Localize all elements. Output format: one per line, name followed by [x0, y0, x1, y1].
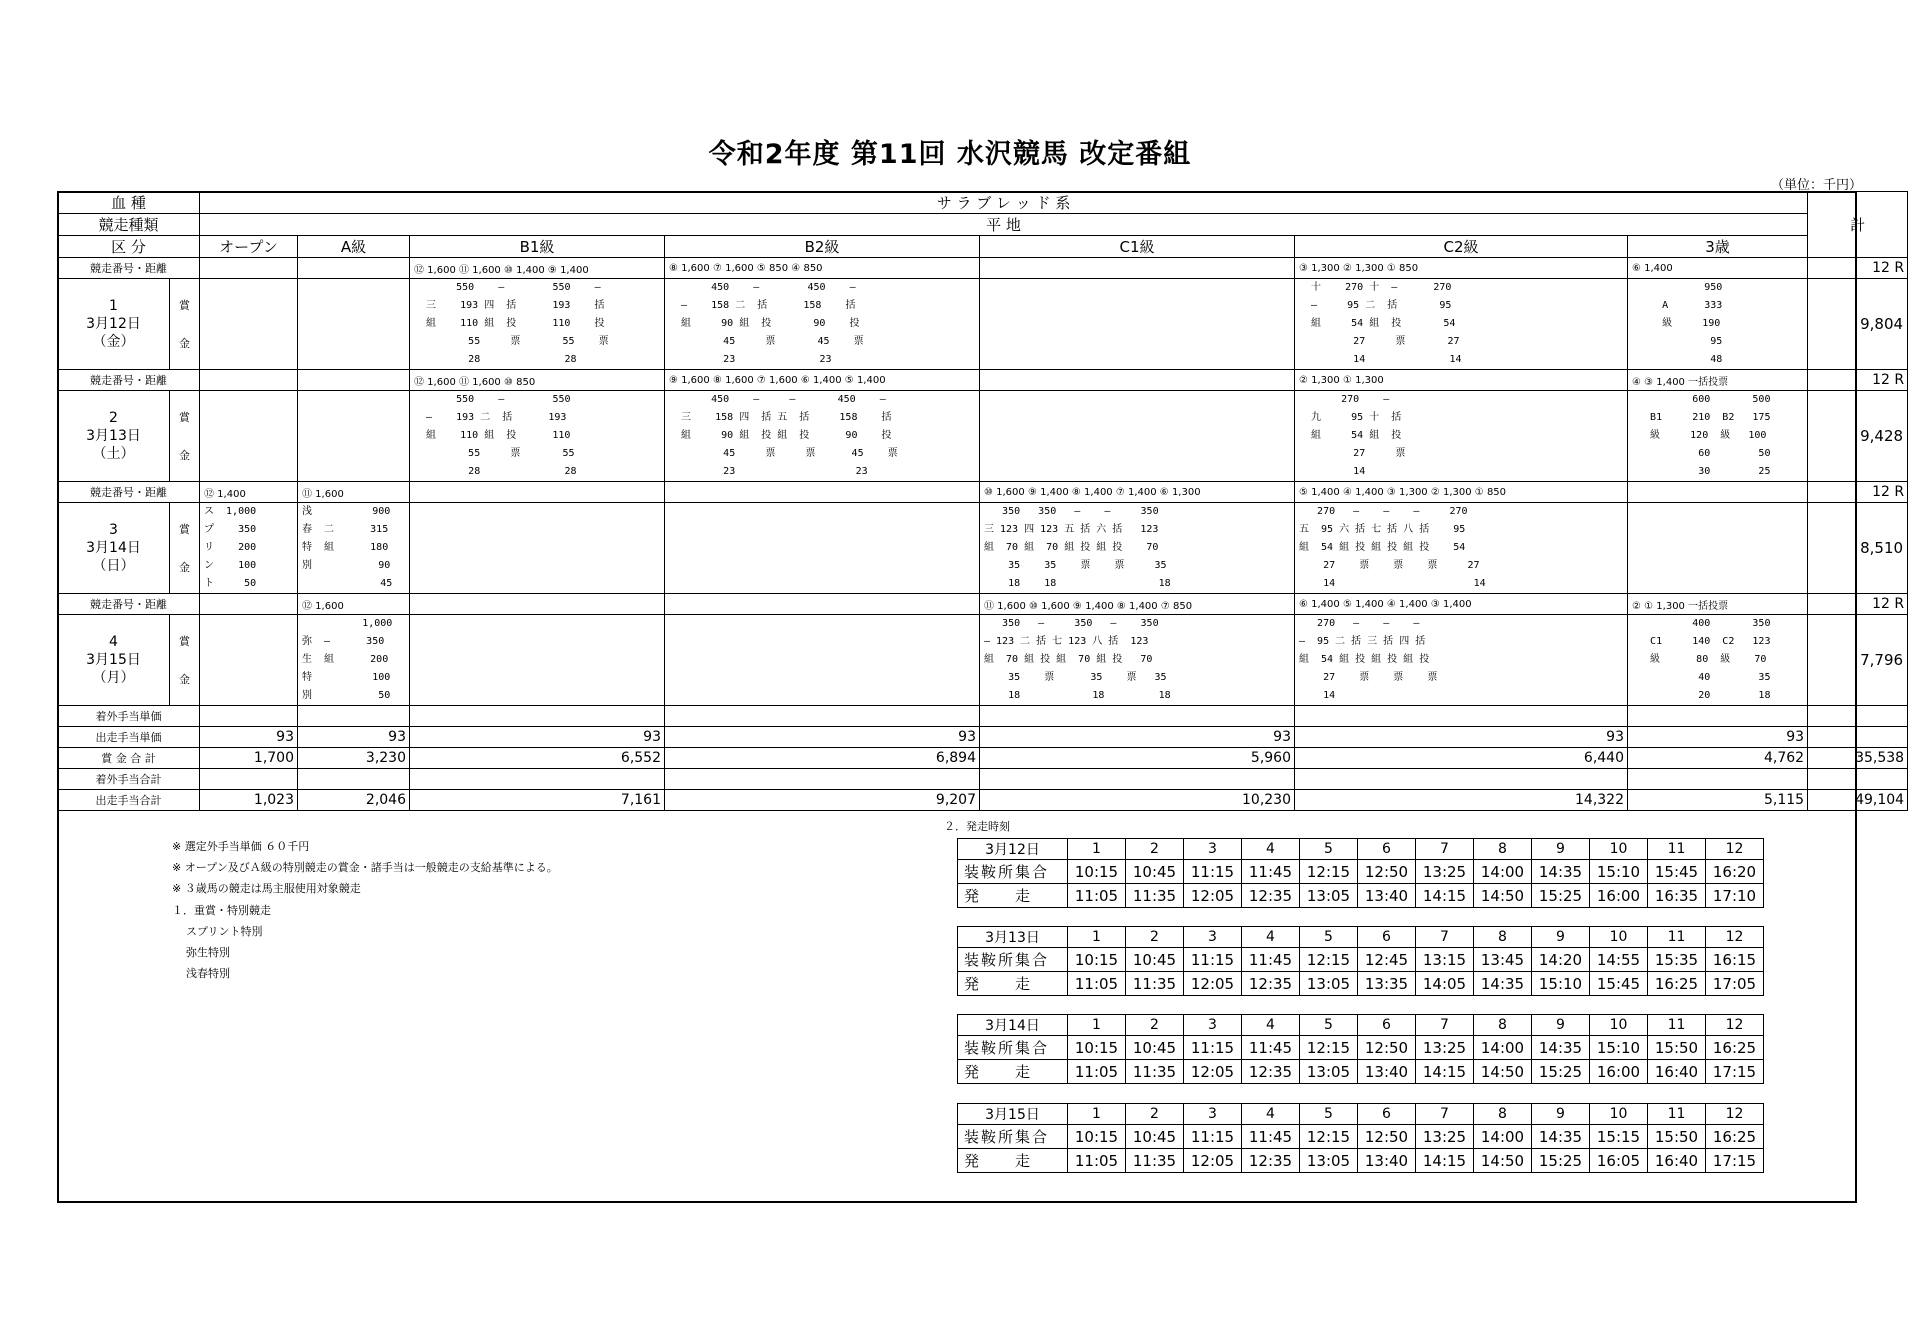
gather-time: 16:25	[1706, 1036, 1764, 1060]
prize-cell: 600 500 B1 210 B2 175 級 120 級 100 60 50 30 25	[1628, 391, 1808, 482]
gather-time: 12:15	[1300, 1125, 1358, 1149]
unit-label: （単位：千円）	[1770, 178, 1862, 193]
start-time: 13:35	[1358, 972, 1416, 996]
note-line: ※ ３歳馬の競走は馬主服使用対象競走	[172, 882, 361, 895]
prize-label: 賞	[179, 523, 190, 536]
race-distance-cell: ⑪ 1,600	[298, 482, 410, 503]
start-time: 15:25	[1532, 1149, 1590, 1173]
gather-time: 11:15	[1184, 1125, 1242, 1149]
start-time: 17:10	[1706, 884, 1764, 908]
day-weekday: （金）	[92, 334, 135, 350]
schedule-race-no: 5	[1300, 1104, 1358, 1125]
schedule-race-no: 6	[1358, 927, 1416, 948]
summary-label: 出走手当合計	[58, 790, 200, 811]
gather-time: 14:20	[1532, 948, 1590, 972]
race-distance-cell: ④ ③ 1,400 一括投票	[1628, 370, 1808, 391]
summary-cell: 10,230	[980, 790, 1295, 811]
prize-cell: 450 ― 450 ― ― 158 二 括 158 括 組 90 組 投 90 投 45 票 45 票 23 23	[665, 279, 980, 370]
prize-cell: 550 ― 550 ― 三 193 四 括 193 括 組 110 組 投 110 投 55 票 55 票 28 28	[410, 279, 665, 370]
summary-cell: 2,046	[298, 790, 410, 811]
race-distance-cell: ⑪ 1,600 ⑩ 1,600 ⑨ 1,400 ⑧ 1,400 ⑦ 850	[980, 594, 1295, 615]
note-line: ※ オープン及びＡ級の特別競走の賞金・諸手当は一般競走の支給基準による。	[172, 861, 558, 874]
start-time: 15:10	[1532, 972, 1590, 996]
schedule-race-no: 3	[1184, 927, 1242, 948]
day-total: 9,428	[1808, 391, 1908, 482]
schedule-race-no: 2	[1126, 839, 1184, 860]
prize-cell: 350 350 ― ― 350 三 123 四 123 五 括 六 括 123 組 70 組 70 組 投 組 投 70 35 35 票 票 35 18 18 18	[980, 503, 1295, 594]
schedule-race-no: 12	[1706, 1015, 1764, 1036]
schedule-race-no: 9	[1532, 927, 1590, 948]
gather-time: 14:00	[1474, 860, 1532, 884]
start-time: 12:05	[1184, 1149, 1242, 1173]
race-count: 12 R	[1808, 482, 1908, 503]
summary-cell: 9,207	[665, 790, 980, 811]
money-label: 金	[179, 337, 190, 350]
schedule-race-no: 3	[1184, 1015, 1242, 1036]
gather-time: 12:15	[1300, 948, 1358, 972]
day-weekday: （月）	[92, 670, 135, 686]
gather-time: 10:15	[1068, 1036, 1126, 1060]
start-time: 14:15	[1416, 884, 1474, 908]
day-total: 7,796	[1808, 615, 1908, 706]
race-distance-cell: ⑫ 1,600 ⑪ 1,600 ⑩ 1,400 ⑨ 1,400	[410, 258, 665, 279]
gather-time: 13:45	[1474, 948, 1532, 972]
prize-cell: 十 270 十 ― 270 ― 95 二 括 95 組 54 組 投 54 27 票 27 14 14	[1295, 279, 1628, 370]
schedule-race-no: 5	[1300, 927, 1358, 948]
schedule-race-no: 1	[1068, 1015, 1126, 1036]
schedule-race-no: 11	[1648, 927, 1706, 948]
gather-time: 10:45	[1126, 860, 1184, 884]
race-distance-cell: ⑥ 1,400	[1628, 258, 1808, 279]
summary-label: 出走手当単価	[58, 727, 200, 748]
schedule-race-no: 1	[1068, 927, 1126, 948]
start-time: 15:45	[1590, 972, 1648, 996]
start-time: 12:35	[1242, 1060, 1300, 1084]
gather-time: 15:15	[1590, 1125, 1648, 1149]
schedule-race-no: 3	[1184, 1104, 1242, 1125]
race-distance-cell: ② 1,300 ① 1,300	[1295, 370, 1628, 391]
start-time: 15:25	[1532, 1060, 1590, 1084]
start-time: 11:05	[1068, 884, 1126, 908]
schedule-race-no: 12	[1706, 1104, 1764, 1125]
summary-cell: 6,440	[1295, 748, 1628, 769]
gather-time: 11:45	[1242, 1125, 1300, 1149]
schedule-row-label: 装鞍所集合	[958, 1036, 1068, 1060]
summary-cell: 93	[980, 727, 1295, 748]
blood-label: 血 種	[58, 192, 200, 214]
schedule-row-label: 発 走	[958, 1060, 1068, 1084]
schedule-race-no: 6	[1358, 1104, 1416, 1125]
day-number: 2	[109, 410, 118, 426]
race-count: 12 R	[1808, 370, 1908, 391]
start-time: 13:40	[1358, 884, 1416, 908]
prize-label: 賞	[179, 299, 190, 312]
gather-time: 15:35	[1648, 948, 1706, 972]
gather-time: 16:15	[1706, 948, 1764, 972]
start-time: 14:35	[1474, 972, 1532, 996]
day-total: 9,804	[1808, 279, 1908, 370]
schedule-race-no: 11	[1648, 1104, 1706, 1125]
schedule-race-no: 4	[1242, 927, 1300, 948]
start-time: 11:05	[1068, 1060, 1126, 1084]
race-distance-cell: ⑫ 1,600 ⑪ 1,600 ⑩ 850	[410, 370, 665, 391]
gather-time: 13:25	[1416, 1125, 1474, 1149]
summary-total: 49,104	[1808, 790, 1908, 811]
summary-cell: 3,230	[298, 748, 410, 769]
schedule-race-no: 1	[1068, 1104, 1126, 1125]
summary-cell: 93	[200, 727, 298, 748]
schedule-race-no: 5	[1300, 1015, 1358, 1036]
start-time: 12:35	[1242, 884, 1300, 908]
division-header: C2級	[1295, 236, 1628, 258]
gather-time: 10:15	[1068, 860, 1126, 884]
schedule-race-no: 2	[1126, 927, 1184, 948]
schedule-row-label: 発 走	[958, 1149, 1068, 1173]
division-header: オープン	[200, 236, 298, 258]
gather-time: 14:00	[1474, 1036, 1532, 1060]
schedule-race-no: 7	[1416, 927, 1474, 948]
schedule-race-no: 4	[1242, 839, 1300, 860]
day-number: 4	[109, 634, 118, 650]
day-total: 8,510	[1808, 503, 1908, 594]
gather-time: 11:15	[1184, 1036, 1242, 1060]
start-time: 11:35	[1126, 884, 1184, 908]
schedule-date: 3月14日	[958, 1015, 1068, 1036]
gather-time: 12:15	[1300, 1036, 1358, 1060]
gather-time: 11:45	[1242, 860, 1300, 884]
schedule-race-no: 5	[1300, 839, 1358, 860]
gather-time: 11:45	[1242, 948, 1300, 972]
start-time: 11:35	[1126, 972, 1184, 996]
schedule-row-label: 装鞍所集合	[958, 1125, 1068, 1149]
schedule-race-no: 7	[1416, 1104, 1474, 1125]
gather-time: 15:50	[1648, 1125, 1706, 1149]
schedule-row-label: 装鞍所集合	[958, 860, 1068, 884]
gather-time: 14:55	[1590, 948, 1648, 972]
start-time: 13:40	[1358, 1149, 1416, 1173]
start-time: 16:35	[1648, 884, 1706, 908]
start-time: 13:05	[1300, 972, 1358, 996]
race-no-label: 競走番号・距離	[58, 482, 200, 503]
schedule-date: 3月15日	[958, 1104, 1068, 1125]
start-time: 12:35	[1242, 972, 1300, 996]
schedule-race-no: 2	[1126, 1104, 1184, 1125]
gather-time: 12:45	[1358, 948, 1416, 972]
race-no-label: 競走番号・距離	[58, 594, 200, 615]
race-kind-value: 平 地	[200, 214, 1808, 236]
division-header: B2級	[665, 236, 980, 258]
gather-time: 11:15	[1184, 948, 1242, 972]
schedule-race-no: 12	[1706, 927, 1764, 948]
division-header: 3歳	[1628, 236, 1808, 258]
summary-cell: 93	[665, 727, 980, 748]
schedule-race-no: 6	[1358, 839, 1416, 860]
gather-time: 16:25	[1706, 1125, 1764, 1149]
schedule-race-no: 7	[1416, 1015, 1474, 1036]
start-time: 17:05	[1706, 972, 1764, 996]
gather-time: 11:45	[1242, 1036, 1300, 1060]
schedule-race-no: 11	[1648, 839, 1706, 860]
prize-cell: 1,000 弥 ― 350 生 組 200 特 100 別 50	[298, 615, 410, 706]
summary-cell: 1,023	[200, 790, 298, 811]
schedule-race-no: 9	[1532, 839, 1590, 860]
start-time: 13:40	[1358, 1060, 1416, 1084]
gather-time: 10:15	[1068, 948, 1126, 972]
schedule-race-no: 6	[1358, 1015, 1416, 1036]
day-number: 3	[109, 522, 118, 538]
special-item: 弥生特別	[186, 946, 230, 959]
gather-time: 10:15	[1068, 1125, 1126, 1149]
page-title: 令和2年度 第11回 水沢競馬 改定番組	[708, 139, 1192, 170]
schedule-race-no: 7	[1416, 839, 1474, 860]
gather-time: 12:50	[1358, 1036, 1416, 1060]
day-weekday: （日）	[92, 558, 135, 574]
race-count: 12 R	[1808, 594, 1908, 615]
schedule-race-no: 2	[1126, 1015, 1184, 1036]
prize-cell: 550 ― 550 ― 193 二 括 193 組 110 組 投 110 55 票 55 28 28	[410, 391, 665, 482]
division-label: 区 分	[58, 236, 200, 258]
prize-cell: ス 1,000 プ 350 リ 200 ン 100 ト 50	[200, 503, 298, 594]
start-time: 14:05	[1416, 972, 1474, 996]
gather-time: 16:20	[1706, 860, 1764, 884]
race-distance-cell: ⑫ 1,600	[298, 594, 410, 615]
summary-cell: 6,552	[410, 748, 665, 769]
schedule-race-no: 8	[1474, 1104, 1532, 1125]
money-label: 金	[179, 673, 190, 686]
day-date: 3月12日	[86, 316, 141, 332]
start-time: 16:00	[1590, 1060, 1648, 1084]
gather-time: 11:15	[1184, 860, 1242, 884]
gather-time: 10:45	[1126, 1125, 1184, 1149]
start-time: 12:05	[1184, 972, 1242, 996]
schedule-race-no: 4	[1242, 1015, 1300, 1036]
schedule-race-no: 3	[1184, 839, 1242, 860]
day-date: 3月13日	[86, 428, 141, 444]
gather-time: 13:25	[1416, 1036, 1474, 1060]
prize-cell: 350 ― 350 ― 350 ― 123 二 括 七 123 八 括 123 組 70 組 投 組 70 組 投 70 35 票 35 票 35 18 18 18	[980, 615, 1295, 706]
blood-value: サ ラ ブ レ ッ ド 系	[200, 192, 1808, 214]
prize-cell: 270 ― ― ― ― 95 二 括 三 括 四 括 組 54 組 投 組 投 組 投 27 票 票 票 14	[1295, 615, 1628, 706]
schedule-row-label: 発 走	[958, 884, 1068, 908]
schedule-race-no: 10	[1590, 1015, 1648, 1036]
start-time: 17:15	[1706, 1149, 1764, 1173]
summary-label: 着外手当合計	[58, 769, 200, 790]
schedule-race-no: 4	[1242, 1104, 1300, 1125]
schedule-race-no: 9	[1532, 1104, 1590, 1125]
special-heading: １．重賞・特別競走	[172, 904, 271, 917]
gather-time: 13:15	[1416, 948, 1474, 972]
summary-cell: 14,322	[1295, 790, 1628, 811]
schedule-row-label: 発 走	[958, 972, 1068, 996]
summary-label: 着外手当単価	[58, 706, 200, 727]
schedule-title: ２．発走時刻	[944, 820, 1010, 833]
summary-cell: 93	[1628, 727, 1808, 748]
race-distance-cell: ⑤ 1,400 ④ 1,400 ③ 1,300 ② 1,300 ① 850	[1295, 482, 1628, 503]
summary-cell: 93	[298, 727, 410, 748]
race-distance-cell: ⑧ 1,600 ⑦ 1,600 ⑤ 850 ④ 850	[665, 258, 980, 279]
race-no-label: 競走番号・距離	[58, 258, 200, 279]
gather-time: 12:50	[1358, 860, 1416, 884]
start-time: 14:50	[1474, 884, 1532, 908]
total-header: 計	[1808, 192, 1908, 258]
start-time: 16:05	[1590, 1149, 1648, 1173]
start-time: 12:05	[1184, 1060, 1242, 1084]
prize-label: 賞	[179, 635, 190, 648]
schedule-race-no: 8	[1474, 1015, 1532, 1036]
note-line: ※ 選定外手当単価 ６０千円	[172, 840, 310, 853]
division-header: C1級	[980, 236, 1295, 258]
gather-time: 10:45	[1126, 1036, 1184, 1060]
summary-cell: 5,115	[1628, 790, 1808, 811]
start-time: 16:00	[1590, 884, 1648, 908]
start-time: 13:05	[1300, 884, 1358, 908]
schedule-race-no: 10	[1590, 927, 1648, 948]
gather-time: 12:50	[1358, 1125, 1416, 1149]
day-weekday: （土）	[92, 446, 135, 462]
race-distance-cell: ⑫ 1,400	[200, 482, 298, 503]
prize-cell: 270 ― 九 95 十 括 組 54 組 投 27 票 14	[1295, 391, 1628, 482]
schedule-race-no: 12	[1706, 839, 1764, 860]
start-time: 14:15	[1416, 1060, 1474, 1084]
schedule-race-no: 10	[1590, 1104, 1648, 1125]
race-distance-cell: ⑨ 1,600 ⑧ 1,600 ⑦ 1,600 ⑥ 1,400 ⑤ 1,400	[665, 370, 980, 391]
prize-cell: 450 ― ― 450 ― 三 158 四 括 五 括 158 括 組 90 組 投 組 投 90 投 45 票 票 45 票 23 23	[665, 391, 980, 482]
prize-cell: 浅 900 春 二 315 特 組 180 別 90 45	[298, 503, 410, 594]
start-time: 11:35	[1126, 1060, 1184, 1084]
race-count: 12 R	[1808, 258, 1908, 279]
gather-time: 14:35	[1532, 1125, 1590, 1149]
start-time: 16:40	[1648, 1060, 1706, 1084]
money-label: 金	[179, 561, 190, 574]
start-time: 13:05	[1300, 1149, 1358, 1173]
start-time: 13:05	[1300, 1060, 1358, 1084]
schedule-race-no: 1	[1068, 839, 1126, 860]
gather-time: 13:25	[1416, 860, 1474, 884]
race-distance-cell: ② ① 1,300 一括投票	[1628, 594, 1808, 615]
start-time: 14:50	[1474, 1149, 1532, 1173]
race-distance-cell: ⑥ 1,400 ⑤ 1,400 ④ 1,400 ③ 1,400	[1295, 594, 1628, 615]
gather-time: 10:45	[1126, 948, 1184, 972]
summary-cell: 7,161	[410, 790, 665, 811]
summary-cell: 6,894	[665, 748, 980, 769]
gather-time: 12:15	[1300, 860, 1358, 884]
summary-cell: 1,700	[200, 748, 298, 769]
schedule-date: 3月13日	[958, 927, 1068, 948]
schedule-race-no: 8	[1474, 839, 1532, 860]
race-kind-label: 競走種類	[58, 214, 200, 236]
start-time: 15:25	[1532, 884, 1590, 908]
outer-frame	[57, 191, 1857, 1203]
race-distance-cell: ③ 1,300 ② 1,300 ① 850	[1295, 258, 1628, 279]
start-time: 11:05	[1068, 972, 1126, 996]
start-time: 14:50	[1474, 1060, 1532, 1084]
schedule-race-no: 9	[1532, 1015, 1590, 1036]
start-time: 16:40	[1648, 1149, 1706, 1173]
money-label: 金	[179, 449, 190, 462]
gather-time: 14:35	[1532, 860, 1590, 884]
start-time: 14:15	[1416, 1149, 1474, 1173]
summary-cell: 93	[1295, 727, 1628, 748]
gather-time: 15:10	[1590, 1036, 1648, 1060]
prize-cell: 950 A 333 級 190 95 48	[1628, 279, 1808, 370]
day-date: 3月14日	[86, 540, 141, 556]
division-header: B1級	[410, 236, 665, 258]
special-item: スプリント特別	[186, 925, 263, 938]
gather-time: 15:50	[1648, 1036, 1706, 1060]
gather-time: 15:45	[1648, 860, 1706, 884]
gather-time: 14:00	[1474, 1125, 1532, 1149]
schedule-race-no: 11	[1648, 1015, 1706, 1036]
start-time: 17:15	[1706, 1060, 1764, 1084]
schedule-date: 3月12日	[958, 839, 1068, 860]
summary-total: 35,538	[1808, 748, 1908, 769]
prize-cell: 400 350 C1 140 C2 123 級 80 級 70 40 35 20 18	[1628, 615, 1808, 706]
summary-cell: 5,960	[980, 748, 1295, 769]
schedule-race-no: 10	[1590, 839, 1648, 860]
schedule-row-label: 装鞍所集合	[958, 948, 1068, 972]
start-time: 11:35	[1126, 1149, 1184, 1173]
day-number: 1	[109, 298, 118, 314]
start-time: 12:05	[1184, 884, 1242, 908]
prize-label: 賞	[179, 411, 190, 424]
start-time: 16:25	[1648, 972, 1706, 996]
summary-label: 賞 金 合 計	[58, 748, 200, 769]
race-distance-cell: ⑩ 1,600 ⑨ 1,400 ⑧ 1,400 ⑦ 1,400 ⑥ 1,300	[980, 482, 1295, 503]
summary-cell: 4,762	[1628, 748, 1808, 769]
day-date: 3月15日	[86, 652, 141, 668]
start-time: 11:05	[1068, 1149, 1126, 1173]
schedule-race-no: 8	[1474, 927, 1532, 948]
summary-cell: 93	[410, 727, 665, 748]
gather-time: 15:10	[1590, 860, 1648, 884]
prize-cell: 270 ― ― ― 270 五 95 六 括 七 括 八 括 95 組 54 組 投 組 投 組 投 54 27 票 票 票 27 14 14	[1295, 503, 1628, 594]
division-header: A級	[298, 236, 410, 258]
gather-time: 14:35	[1532, 1036, 1590, 1060]
race-no-label: 競走番号・距離	[58, 370, 200, 391]
special-item: 浅春特別	[186, 967, 230, 980]
start-time: 12:35	[1242, 1149, 1300, 1173]
